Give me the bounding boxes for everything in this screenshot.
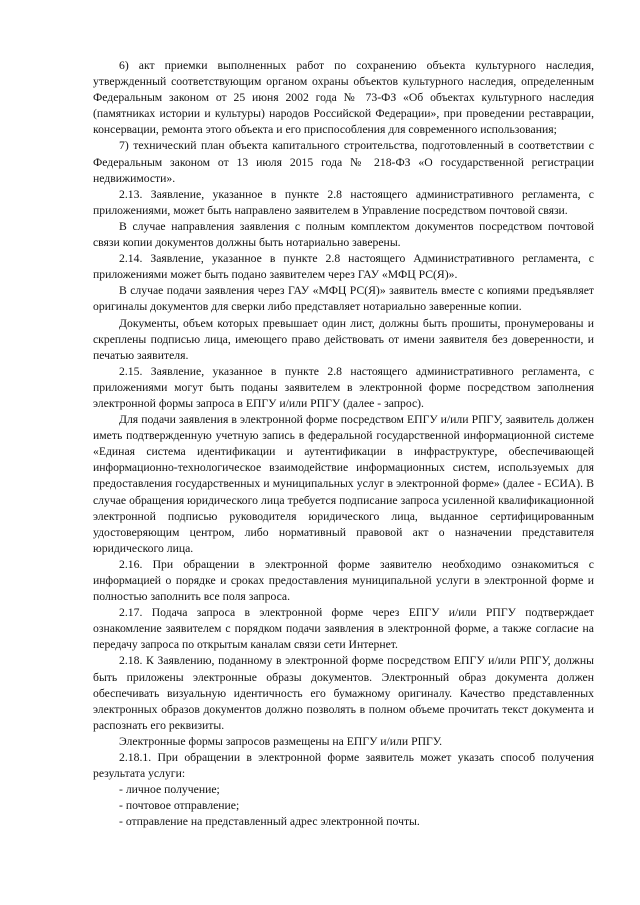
paragraph-2-18-1: 2.18.1. При обращении в электронной форме заявитель может указать способ получения результата услуги: [93, 751, 594, 781]
paragraph-documents-stitched: Документы, объем которых превышает один лист, должны быть прошиты, пронумерованы и скреплены подписью лица, имеющего право действовать от имени заявителя без доверенности, и печатью заявителя. [93, 316, 594, 362]
list-item-postal-delivery: - почтовое отправление; [119, 799, 240, 813]
paragraph-7-technical-plan: 7) технический план объекта капитального строительства, подготовленный в соответствии с Федеральным законом от 13 июля 2015 года № 218-ФЗ «О государственной регистрации недвижимости». [93, 139, 594, 185]
list-item-personal-receipt: - личное получение; [119, 783, 220, 797]
paragraph-postal-copies: В случае направления заявления с полным комплектом документов посредством почтовой связи копии документов должны быть нотариально заверены. [93, 219, 594, 250]
paragraph-2-13: 2.13. Заявление, указанное в пункте 2.8 настоящего административного регламента, с приложениями, может быть направлено заявителем в Управление посредством почтовой связи. [93, 187, 594, 217]
paragraph-mfc-originals: В случае подачи заявления через ГАУ «МФЦ РС(Я)» заявитель вместе с копиями предъявляет оригиналы документов для сверки либо представляет нотариально заверенные копии. [93, 284, 594, 314]
paragraph-2-15: 2.15. Заявление, указанное в пункте 2.8 настоящего административного регламента, с приложениями могут быть поданы заявителем в электронной форме посредством заполнения электронной формы запроса в ЕПГУ и/или РПГУ (далее - запрос). [93, 364, 594, 410]
paragraph-6-act-acceptance: 6) акт приемки выполненных работ по сохранению объекта культурного наследия, утвержденный соответствующим органом охраны объектов культурного наследия, определенным Федеральным законом от 25 июня 2002 года № 73-ФЗ «Об объектах культурного наследия (памятниках истории и культуры) народов Российской Федерации», при проведении реставрации, консервации, ремонта этого объекта и его приспособления для современного использования; [93, 59, 594, 137]
paragraph-electronic-forms: Электронные формы запросов размещены на ЕПГУ и/или РПГУ. [119, 734, 443, 748]
paragraph-2-14: 2.14. Заявление, указанное в пункте 2.8 настоящего Административного регламента, с приложениями может быть подано заявителем через ГАУ «МФЦ РС(Я)». [93, 252, 594, 282]
paragraph-2-16: 2.16. При обращении в электронной форме заявителю необходимо ознакомиться с информацией о порядке и сроках предоставления муниципальной услуги в электронной форме и полностью заполнить все поля запроса. [93, 557, 594, 604]
paragraph-2-18: 2.18. К Заявлению, поданному в электронной форме посредством ЕПГУ и/или РПГУ, должны быть приложены электронные образы документов. Электронный образ документа должен обеспечивать визуальную идентичность его бумажному оригиналу. Качество представленных электронных образов документов должно позволять в полном объеме прочитать текст документа и распознать его реквизиты. [93, 654, 594, 732]
paragraph-2-17: 2.17. Подача запроса в электронной форме через ЕПГУ и/или РПГУ подтверждает ознакомление заявителем с порядком подачи заявления в электронной форме, а также согласие на передачу запроса по открытым каналам связи сети Интернет. [93, 606, 594, 652]
paragraph-esia-requirements: Для подачи заявления в электронной форме посредством ЕПГУ и/или РПГУ, заявитель должен иметь подтвержденную учетную запись в федеральной государственной информационной системе «Единая система идентификации и аутентификации в инфраструктуре, обеспечивающей информационно-технологическое взаимодействие информационных систем, используемых для предоставления государственных и муниципальных услуг в электронной форме» (далее - ЕСИА). В случае обращения юридического лица требуется подписание запроса усиленной квалификационной электронной подписью руководителя юридического лица, выданное сертифицированным удостоверяющим центром, либо нормативный правовой акт о назначении представителя юридического лица. [93, 413, 594, 555]
list-item-email-delivery: - отправление на представленный адрес электронной почты. [119, 815, 420, 829]
